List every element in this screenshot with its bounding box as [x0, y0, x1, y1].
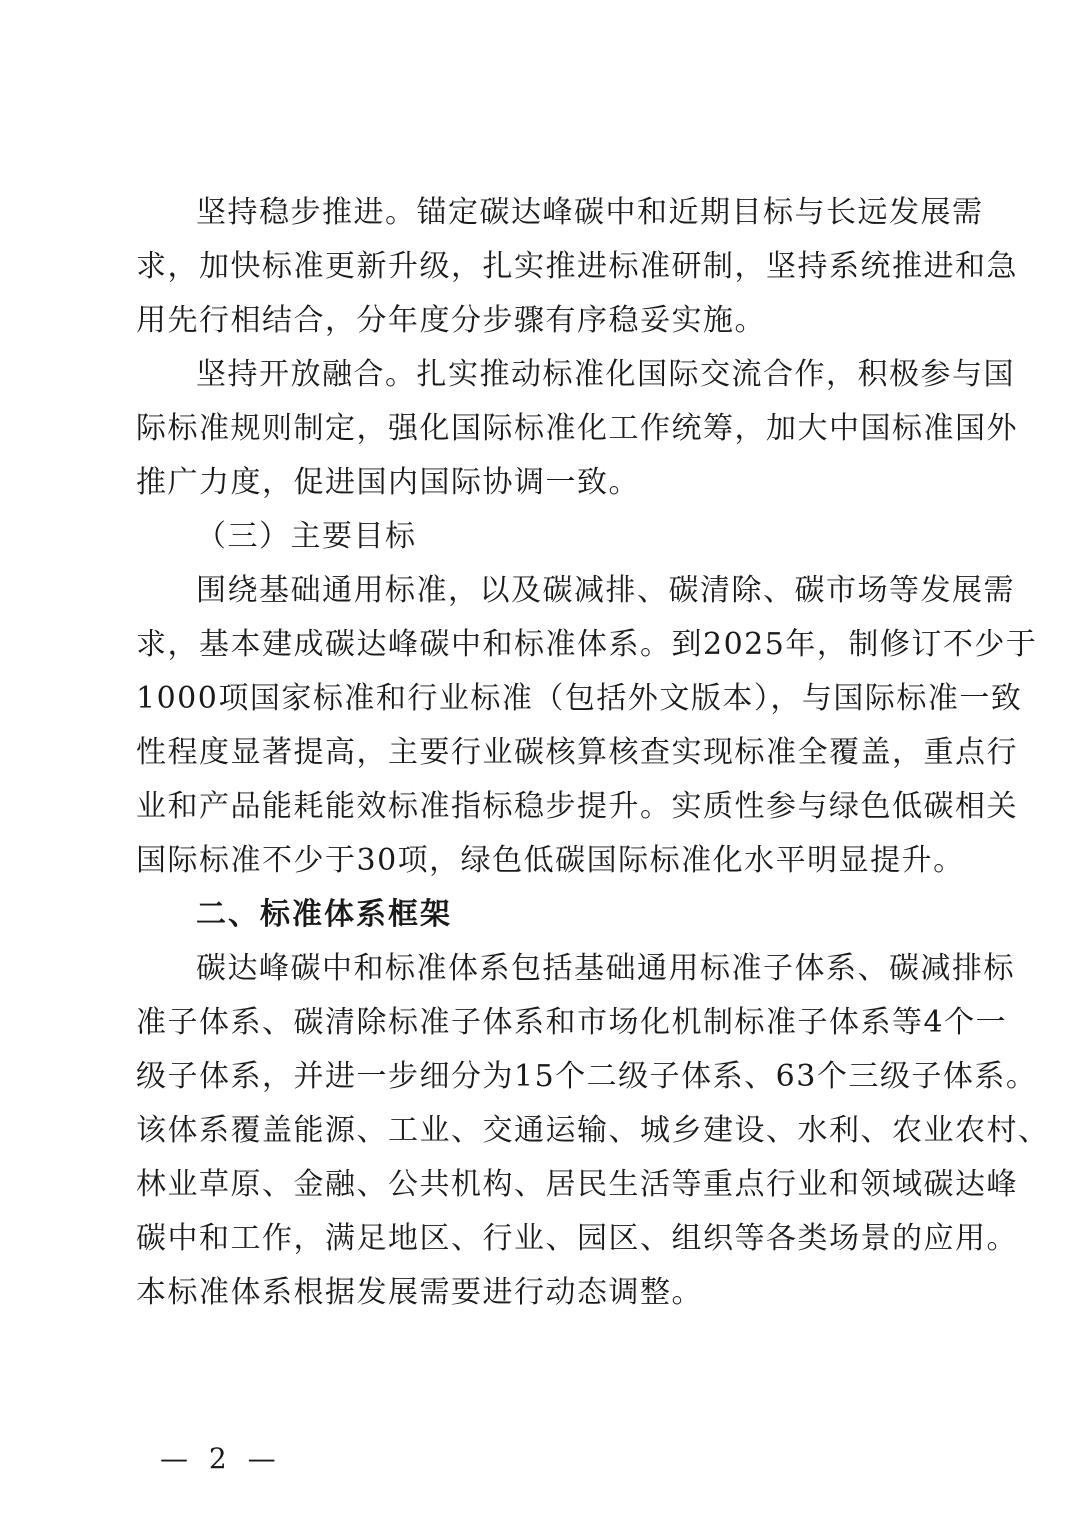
- text-line: 际标准规则制定，强化国际标准化工作统筹，加大中国标准国外: [136, 411, 1018, 446]
- section-heading-framework: [136, 888, 944, 942]
- text-line: 性程度显著提高，主要行业碳核算核查实现标准全覆盖，重点行: [136, 735, 1018, 770]
- paragraph-main-goals: [136, 564, 1038, 888]
- paragraph-steady-progress: [136, 186, 1018, 348]
- paragraph-open-integration: [136, 348, 1018, 510]
- text-line: 准子体系、碳清除标准子体系和市场化机制标准子体系等4个一: [136, 1005, 1008, 1040]
- text-line: 推广力度，促进国内国际协调一致。: [136, 465, 640, 500]
- text-line: 碳中和工作，满足地区、行业、园区、组织等各类场景的应用。: [136, 1221, 1018, 1256]
- text-line: 用先行相结合，分年度分步骤有序稳妥实施。: [136, 303, 766, 338]
- text-line: 求，基本建成碳达峰碳中和标准体系。到2025年，制修订不少于: [136, 627, 1038, 662]
- text-line: 围绕基础通用标准，以及碳减排、碳清除、碳市场等发展需: [196, 573, 1015, 608]
- text-line: 1000项国家标准和行业标准（包括外文版本），与国际标准一致: [136, 681, 1023, 716]
- text-line: 碳达峰碳中和标准体系包括基础通用标准子体系、碳减排标: [196, 951, 1015, 986]
- text-line: 坚持开放融合。扎实推动标准化国际交流合作，积极参与国: [196, 357, 1015, 392]
- text-line: 该体系覆盖能源、工业、交通运输、城乡建设、水利、农业农村、: [136, 1113, 1050, 1148]
- text-line: 国际标准不少于30项，绿色低碳国际标准化水平明显提升。: [136, 843, 965, 878]
- page-number: — 2 —: [160, 1442, 282, 1475]
- text-line: 求，加快标准更新升级，扎实推进标准研制，坚持系统推进和急: [136, 249, 1018, 284]
- text-line: 级子体系，并进一步细分为15个二级子体系、63个三级子体系。: [136, 1059, 1038, 1094]
- text-line: 本标准体系根据发展需要进行动态调整。: [136, 1275, 703, 1310]
- paragraph-framework: [136, 942, 1050, 1320]
- heading-text: （三）主要目标: [196, 519, 417, 554]
- text-line: 林业草原、金融、公共机构、居民生活等重点行业和领域碳达峰: [136, 1167, 1018, 1202]
- text-line: 业和产品能耗能效标准指标稳步提升。实质性参与绿色低碳相关: [136, 789, 1018, 824]
- text-line: 坚持稳步推进。锚定碳达峰碳中和近期目标与长远发展需: [196, 195, 984, 230]
- section-heading-main-goals: [136, 510, 944, 564]
- heading-text: 二、标准体系框架: [196, 897, 452, 932]
